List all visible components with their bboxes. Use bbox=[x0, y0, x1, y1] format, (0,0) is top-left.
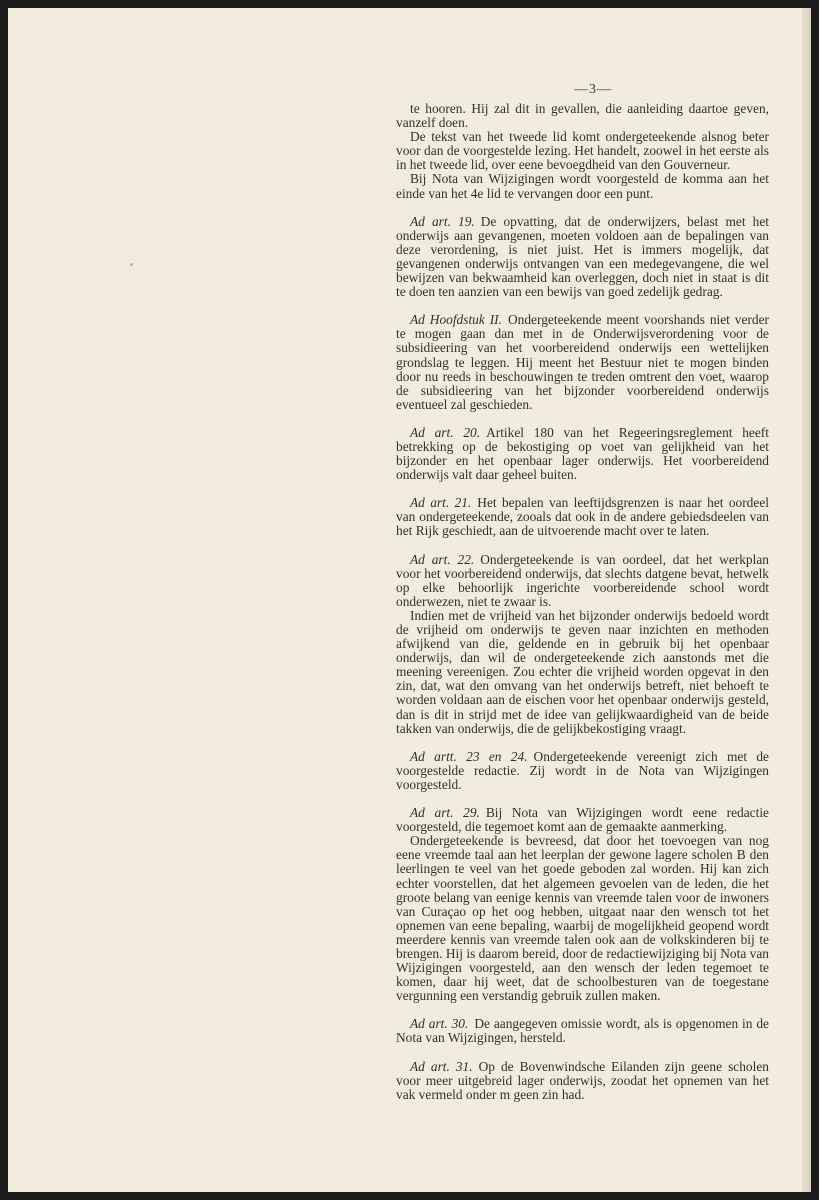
page-number: —3— bbox=[574, 82, 612, 97]
section bbox=[396, 102, 769, 201]
paragraph bbox=[396, 130, 769, 172]
paragraph-text: Ondergeteekende is bevreesd, dat door het toevoegen van nog eene vreemde taal aan het leerplan der gewone lagere scholen B den leerlingen te veel van het goede geboden zal worden. Hij kan zich echter voorstellen, dat het algemeen gevoelen van de leden, die het groote belang van eenige kennis van vreemde talen voor de inwoners van Curaçao op het oog hebben, uitgaat naar den wensch tot het opnemen van eene bepaling, waarbij de mogelijkheid geopend wordt meerdere kennis van vreemde talen ook aan de volkskinderen bij te brengen. Hij is daarom bereid, door de redactiewijziging bij Nota van Wijzigingen voorgesteld, aan den wensch der leden tegemoet te komen, daar hij weet, dat de schoolbesturen van de toegestane vergunning een verstandig gebruik zullen maken. bbox=[396, 833, 769, 1004]
section-label: Ad artt. 23 en 24. bbox=[410, 748, 528, 764]
paragraph bbox=[396, 553, 769, 609]
paragraph bbox=[396, 750, 769, 792]
paragraph-text: De tekst van het tweede lid komt ondergeteekende alsnog beter voor dan de voorgestelde lezing. Het handelt, zoowel in het eerste als in het tweede lid, over eene bevoegdheid van den Gouverneur. bbox=[396, 129, 769, 173]
paragraph-text: Bij Nota van Wijzigingen wordt voorgesteld de komma aan het einde van het 4e lid te vervangen door een punt. bbox=[396, 171, 769, 201]
paper-speck bbox=[130, 263, 133, 266]
paragraph-text: te hooren. Hij zal dit in gevallen, die aanleiding daartoe geven, vanzelf doen. bbox=[396, 101, 769, 131]
paragraph-text: Bij Nota van Wijzigingen wordt eene redactie voorgesteld, die tegemoet komt aan de gemaakte aanmerking. bbox=[396, 805, 769, 835]
paragraph bbox=[396, 806, 769, 834]
section-label: Ad art. 31. bbox=[410, 1058, 473, 1074]
section bbox=[396, 806, 769, 1003]
paragraph-text: Artikel 180 van het Regeeringsreglement heeft betrekking op de bekostiging op voet van gelijkheid van het bijzonder en het openbaar lager onderwijs. Het voorbereidend onderwijs valt daar geheel buiten. bbox=[396, 424, 769, 483]
paragraph-text: Ondergeteekende is van oordeel, dat het werkplan voor het voorbereidend onderwijs, dat slechts datgene bevat, hetwelk op elke behoorlijk ingerichte voorbereidende school wordt onderwezen, niet te zwaar is. bbox=[396, 551, 769, 609]
paragraph bbox=[396, 215, 769, 300]
section bbox=[396, 426, 769, 482]
section-label: Ad Hoofdstuk II. bbox=[410, 312, 502, 328]
section bbox=[396, 215, 769, 300]
paragraph bbox=[396, 102, 769, 130]
paragraph-text: Op de Bovenwindsche Eilanden zijn geene scholen voor meer uitgebreid lager onderwijs, zoodat het opnemen van het vak vermeld onder m geen zin had. bbox=[396, 1058, 769, 1102]
section bbox=[396, 1017, 769, 1045]
section-label: Ad art. 22. bbox=[410, 551, 475, 567]
paragraph-text: De aangegeven omissie wordt, als is opgenomen in de Nota van Wijzigingen, hersteld. bbox=[396, 1016, 769, 1046]
paragraph bbox=[396, 172, 769, 200]
page-edge bbox=[802, 8, 810, 1192]
section-label: Ad art. 30. bbox=[410, 1016, 469, 1032]
document-page bbox=[8, 8, 811, 1192]
paragraph bbox=[396, 426, 769, 482]
section-label: Ad art. 20. bbox=[410, 424, 481, 440]
section bbox=[396, 1060, 769, 1102]
paragraph bbox=[396, 609, 769, 736]
section bbox=[396, 750, 769, 792]
paragraph bbox=[396, 834, 769, 1003]
paragraph-text: Ondergeteekende meent voorshands niet verder te mogen gaan dan met in de Onderwijsverordening voor de subsidieering van het voorbereidend onderwijs een wettelijken grondslag te leggen. Hij meent het Bestuur niet te mogen binden door nu reeds in beschouwingen te treden omtrent den voet, waarop de subsidieering van het bijzonder voorbereidend onderwijs eventueel zal geschieden. bbox=[396, 312, 769, 412]
paragraph bbox=[396, 1060, 769, 1102]
paragraph-text: Het bepalen van leeftijdsgrenzen is naar het oordeel van ondergeteekende, zooals dat ook in de andere gebiedsdeelen van het Rijk geschiedt, aan de uitvoerende macht over te laten. bbox=[396, 495, 769, 539]
body-text bbox=[396, 102, 769, 1102]
section bbox=[396, 496, 769, 538]
paragraph bbox=[396, 496, 769, 538]
section-label: Ad art. 21. bbox=[410, 495, 472, 511]
section bbox=[396, 313, 769, 412]
paragraph-text: Indien met de vrijheid van het bijzonder onderwijs bedoeld wordt de vrijheid om onderwijs te geven naar inzichten en methoden afwijkend van die, geldende en in gebruik bij het openbaar onderwijs, dan wil de ondergeteekende zich aanstonds met die meening vereenigen. Zou echter die vrijheid worden opgevat in den zin, dat, wat den omvang van het onderwijs betreft, niet behoeft te worden voldaan aan de eischen voor het openbaar onderwijs gesteld, dan is dit in strijd met de idee van gelijkwaardigheid van de beide takken van onderwijs, die de gelijkbekostiging vraagt. bbox=[396, 607, 769, 736]
section-label: Ad art. 29. bbox=[410, 805, 480, 821]
section-label: Ad art. 19. bbox=[410, 213, 475, 229]
paragraph bbox=[396, 1017, 769, 1045]
paragraph bbox=[396, 313, 769, 412]
paragraph-text: De opvatting, dat de onderwijzers, belast met het onderwijs aan gevangenen, moeten voldoen aan de bepalingen van deze verordening, is niet juist. Het is immers mogelijk, dat gevangenen onderwijs ontvangen van een medegevangene, die wel bewijzen van bekwaamheid kan overleggen, doch niet in staat is dit te doen ten aanzien van een bewijs van goed zedelijk gedrag. bbox=[396, 213, 769, 300]
section bbox=[396, 553, 769, 736]
paragraph-text: Ondergeteekende vereenigt zich met de voorgestelde redactie. Zij wordt in de Nota van Wijzigingen voorgesteld. bbox=[396, 748, 769, 792]
